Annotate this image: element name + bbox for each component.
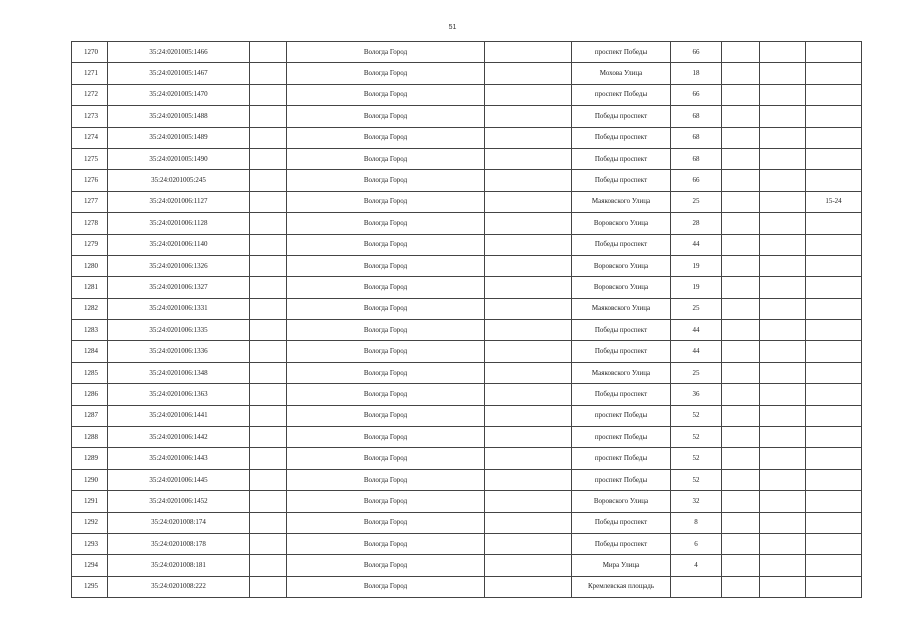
street-cell: проспект Победы [572, 405, 671, 426]
cadastral-number-cell: 35:24:0201008:178 [108, 533, 250, 554]
empty-cell [485, 341, 572, 362]
table-row [72, 448, 862, 469]
city-cell: Вологда Город [287, 106, 485, 127]
empty-cell [722, 63, 760, 84]
house-number-cell [671, 576, 722, 597]
empty-cell [722, 533, 760, 554]
cadastral-number-cell: 35:24:0201005:1488 [108, 106, 250, 127]
street-cell: Победы проспект [572, 234, 671, 255]
empty-cell [760, 555, 806, 576]
cadastral-number-cell: 35:24:0201006:1443 [108, 448, 250, 469]
empty-cell [760, 106, 806, 127]
table-row [72, 148, 862, 169]
table-row [72, 341, 862, 362]
cadastral-number-cell: 35:24:0201006:1442 [108, 427, 250, 448]
page-number: 51 [448, 24, 457, 31]
cadastral-number-cell: 35:24:0201006:1331 [108, 298, 250, 319]
house-number-cell: 44 [671, 341, 722, 362]
empty-cell [722, 277, 760, 298]
cadastral-number-cell: 35:24:0201006:1326 [108, 255, 250, 276]
apartment-range-cell [806, 469, 862, 490]
apartment-range-cell [806, 63, 862, 84]
city-cell: Вологда Город [287, 255, 485, 276]
street-cell: Маяковского Улица [572, 362, 671, 383]
empty-cell [485, 213, 572, 234]
cadastral-number-cell: 35:24:0201008:181 [108, 555, 250, 576]
cadastral-number-cell: 35:24:0201006:1363 [108, 384, 250, 405]
row-number-cell: 1292 [72, 512, 108, 533]
apartment-range-cell [806, 106, 862, 127]
street-cell: Победы проспект [572, 148, 671, 169]
city-cell: Вологда Город [287, 213, 485, 234]
empty-cell [250, 512, 287, 533]
empty-cell [722, 234, 760, 255]
city-cell: Вологда Город [287, 384, 485, 405]
street-cell: Победы проспект [572, 170, 671, 191]
city-cell: Вологда Город [287, 42, 485, 63]
empty-cell [760, 405, 806, 426]
house-number-cell: 68 [671, 127, 722, 148]
row-number-cell: 1295 [72, 576, 108, 597]
empty-cell [722, 106, 760, 127]
city-cell: Вологда Город [287, 84, 485, 105]
property-registry-table [71, 41, 862, 598]
row-number-cell: 1286 [72, 384, 108, 405]
empty-cell [760, 277, 806, 298]
house-number-cell: 8 [671, 512, 722, 533]
apartment-range-cell [806, 127, 862, 148]
row-number-cell: 1289 [72, 448, 108, 469]
empty-cell [760, 234, 806, 255]
empty-cell [760, 491, 806, 512]
house-number-cell: 36 [671, 384, 722, 405]
city-cell: Вологда Город [287, 277, 485, 298]
city-cell: Вологда Город [287, 341, 485, 362]
empty-cell [250, 213, 287, 234]
empty-cell [250, 362, 287, 383]
empty-cell [250, 427, 287, 448]
empty-cell [250, 191, 287, 212]
empty-cell [250, 84, 287, 105]
empty-cell [250, 170, 287, 191]
street-cell: Воровского Улица [572, 255, 671, 276]
cadastral-number-cell: 35:24:0201005:1489 [108, 127, 250, 148]
city-cell: Вологда Город [287, 298, 485, 319]
house-number-cell: 44 [671, 234, 722, 255]
cadastral-number-cell: 35:24:0201006:1140 [108, 234, 250, 255]
empty-cell [485, 298, 572, 319]
cadastral-number-cell: 35:24:0201006:1336 [108, 341, 250, 362]
empty-cell [722, 384, 760, 405]
table-row [72, 234, 862, 255]
house-number-cell: 52 [671, 405, 722, 426]
table-row [72, 555, 862, 576]
cadastral-number-cell: 35:24:0201005:1490 [108, 148, 250, 169]
empty-cell [722, 555, 760, 576]
house-number-cell: 25 [671, 362, 722, 383]
empty-cell [485, 576, 572, 597]
empty-cell [760, 170, 806, 191]
empty-cell [250, 491, 287, 512]
street-cell: Маяковского Улица [572, 191, 671, 212]
empty-cell [760, 84, 806, 105]
empty-cell [722, 576, 760, 597]
house-number-cell: 52 [671, 427, 722, 448]
row-number-cell: 1283 [72, 320, 108, 341]
empty-cell [760, 298, 806, 319]
empty-cell [760, 512, 806, 533]
empty-cell [722, 255, 760, 276]
apartment-range-cell [806, 341, 862, 362]
empty-cell [760, 448, 806, 469]
city-cell: Вологда Город [287, 191, 485, 212]
empty-cell [485, 255, 572, 276]
empty-cell [760, 191, 806, 212]
city-cell: Вологда Город [287, 362, 485, 383]
empty-cell [250, 42, 287, 63]
empty-cell [250, 405, 287, 426]
row-number-cell: 1288 [72, 427, 108, 448]
cadastral-number-cell: 35:24:0201005:1467 [108, 63, 250, 84]
empty-cell [485, 320, 572, 341]
empty-cell [760, 63, 806, 84]
table-body [72, 42, 862, 598]
house-number-cell: 28 [671, 213, 722, 234]
street-cell: Воровского Улица [572, 491, 671, 512]
table-row [72, 277, 862, 298]
empty-cell [250, 234, 287, 255]
apartment-range-cell: 15-24 [806, 191, 862, 212]
table-row [72, 533, 862, 554]
row-number-cell: 1291 [72, 491, 108, 512]
empty-cell [250, 63, 287, 84]
apartment-range-cell [806, 533, 862, 554]
apartment-range-cell [806, 255, 862, 276]
apartment-range-cell [806, 298, 862, 319]
row-number-cell: 1279 [72, 234, 108, 255]
table-row [72, 491, 862, 512]
table-row [72, 213, 862, 234]
apartment-range-cell [806, 42, 862, 63]
table-row [72, 405, 862, 426]
apartment-range-cell [806, 405, 862, 426]
apartment-range-cell [806, 234, 862, 255]
row-number-cell: 1280 [72, 255, 108, 276]
empty-cell [760, 42, 806, 63]
apartment-range-cell [806, 555, 862, 576]
table-row [72, 127, 862, 148]
row-number-cell: 1277 [72, 191, 108, 212]
empty-cell [250, 533, 287, 554]
apartment-range-cell [806, 491, 862, 512]
empty-cell [760, 213, 806, 234]
table-row [72, 512, 862, 533]
house-number-cell: 18 [671, 63, 722, 84]
empty-cell [722, 148, 760, 169]
cadastral-number-cell: 35:24:0201006:1348 [108, 362, 250, 383]
empty-cell [485, 106, 572, 127]
empty-cell [722, 405, 760, 426]
empty-cell [250, 576, 287, 597]
table-row [72, 384, 862, 405]
city-cell: Вологда Город [287, 512, 485, 533]
empty-cell [485, 170, 572, 191]
empty-cell [250, 320, 287, 341]
apartment-range-cell [806, 362, 862, 383]
table-row [72, 576, 862, 597]
city-cell: Вологда Город [287, 555, 485, 576]
empty-cell [485, 362, 572, 383]
row-number-cell: 1287 [72, 405, 108, 426]
cadastral-number-cell: 35:24:0201005:245 [108, 170, 250, 191]
empty-cell [485, 234, 572, 255]
empty-cell [485, 191, 572, 212]
cadastral-number-cell: 35:24:0201006:1128 [108, 213, 250, 234]
empty-cell [250, 255, 287, 276]
apartment-range-cell [806, 84, 862, 105]
cadastral-number-cell: 35:24:0201008:222 [108, 576, 250, 597]
house-number-cell: 52 [671, 448, 722, 469]
empty-cell [250, 106, 287, 127]
city-cell: Вологда Город [287, 491, 485, 512]
apartment-range-cell [806, 427, 862, 448]
empty-cell [485, 63, 572, 84]
empty-cell [760, 427, 806, 448]
empty-cell [760, 255, 806, 276]
empty-cell [250, 384, 287, 405]
apartment-range-cell [806, 576, 862, 597]
apartment-range-cell [806, 148, 862, 169]
empty-cell [760, 362, 806, 383]
house-number-cell: 66 [671, 42, 722, 63]
house-number-cell: 25 [671, 191, 722, 212]
house-number-cell: 68 [671, 148, 722, 169]
row-number-cell: 1271 [72, 63, 108, 84]
empty-cell [485, 469, 572, 490]
empty-cell [722, 512, 760, 533]
street-cell: проспект Победы [572, 84, 671, 105]
row-number-cell: 1273 [72, 106, 108, 127]
cadastral-number-cell: 35:24:0201005:1470 [108, 84, 250, 105]
city-cell: Вологда Город [287, 170, 485, 191]
apartment-range-cell [806, 320, 862, 341]
city-cell: Вологда Город [287, 469, 485, 490]
empty-cell [485, 127, 572, 148]
empty-cell [760, 469, 806, 490]
street-cell: Победы проспект [572, 341, 671, 362]
cadastral-number-cell: 35:24:0201006:1441 [108, 405, 250, 426]
empty-cell [250, 127, 287, 148]
empty-cell [760, 320, 806, 341]
empty-cell [722, 170, 760, 191]
empty-cell [485, 277, 572, 298]
row-number-cell: 1282 [72, 298, 108, 319]
table-row [72, 427, 862, 448]
empty-cell [722, 191, 760, 212]
row-number-cell: 1294 [72, 555, 108, 576]
empty-cell [250, 448, 287, 469]
row-number-cell: 1290 [72, 469, 108, 490]
house-number-cell: 66 [671, 84, 722, 105]
apartment-range-cell [806, 170, 862, 191]
street-cell: Воровского Улица [572, 213, 671, 234]
table-row [72, 42, 862, 63]
empty-cell [760, 148, 806, 169]
empty-cell [485, 384, 572, 405]
empty-cell [722, 320, 760, 341]
row-number-cell: 1284 [72, 341, 108, 362]
street-cell: Маяковского Улица [572, 298, 671, 319]
street-cell: Кремлевская площадь [572, 576, 671, 597]
city-cell: Вологда Город [287, 576, 485, 597]
street-cell: Победы проспект [572, 320, 671, 341]
cadastral-number-cell: 35:24:0201006:1452 [108, 491, 250, 512]
table-row [72, 469, 862, 490]
house-number-cell: 32 [671, 491, 722, 512]
house-number-cell: 44 [671, 320, 722, 341]
row-number-cell: 1275 [72, 148, 108, 169]
empty-cell [760, 533, 806, 554]
cadastral-number-cell: 35:24:0201006:1327 [108, 277, 250, 298]
empty-cell [485, 148, 572, 169]
city-cell: Вологда Город [287, 320, 485, 341]
table-row [72, 298, 862, 319]
empty-cell [485, 427, 572, 448]
cadastral-number-cell: 35:24:0201006:1335 [108, 320, 250, 341]
street-cell: Мира Улица [572, 555, 671, 576]
street-cell: Победы проспект [572, 384, 671, 405]
empty-cell [722, 213, 760, 234]
empty-cell [485, 448, 572, 469]
street-cell: Победы проспект [572, 512, 671, 533]
empty-cell [722, 427, 760, 448]
row-number-cell: 1272 [72, 84, 108, 105]
house-number-cell: 4 [671, 555, 722, 576]
house-number-cell: 19 [671, 277, 722, 298]
empty-cell [722, 362, 760, 383]
empty-cell [250, 148, 287, 169]
apartment-range-cell [806, 213, 862, 234]
empty-cell [722, 84, 760, 105]
row-number-cell: 1278 [72, 213, 108, 234]
empty-cell [485, 84, 572, 105]
cadastral-number-cell: 35:24:0201005:1466 [108, 42, 250, 63]
empty-cell [760, 127, 806, 148]
city-cell: Вологда Город [287, 127, 485, 148]
empty-cell [722, 491, 760, 512]
empty-cell [485, 491, 572, 512]
cadastral-number-cell: 35:24:0201006:1445 [108, 469, 250, 490]
city-cell: Вологда Город [287, 448, 485, 469]
apartment-range-cell [806, 384, 862, 405]
cadastral-number-cell: 35:24:0201008:174 [108, 512, 250, 533]
city-cell: Вологда Город [287, 148, 485, 169]
empty-cell [722, 298, 760, 319]
house-number-cell: 52 [671, 469, 722, 490]
empty-cell [250, 277, 287, 298]
table-row [72, 106, 862, 127]
empty-cell [485, 405, 572, 426]
street-cell: Победы проспект [572, 127, 671, 148]
apartment-range-cell [806, 277, 862, 298]
empty-cell [250, 555, 287, 576]
empty-cell [760, 341, 806, 362]
empty-cell [722, 341, 760, 362]
city-cell: Вологда Город [287, 427, 485, 448]
empty-cell [760, 576, 806, 597]
house-number-cell: 25 [671, 298, 722, 319]
empty-cell [760, 384, 806, 405]
street-cell: Воровского Улица [572, 277, 671, 298]
street-cell: Победы проспект [572, 106, 671, 127]
city-cell: Вологда Город [287, 234, 485, 255]
row-number-cell: 1270 [72, 42, 108, 63]
empty-cell [485, 42, 572, 63]
row-number-cell: 1276 [72, 170, 108, 191]
table-row [72, 84, 862, 105]
empty-cell [250, 298, 287, 319]
city-cell: Вологда Город [287, 405, 485, 426]
house-number-cell: 66 [671, 170, 722, 191]
empty-cell [485, 555, 572, 576]
empty-cell [485, 512, 572, 533]
table-row [72, 191, 862, 212]
row-number-cell: 1293 [72, 533, 108, 554]
empty-cell [722, 469, 760, 490]
street-cell: проспект Победы [572, 448, 671, 469]
house-number-cell: 68 [671, 106, 722, 127]
house-number-cell: 19 [671, 255, 722, 276]
empty-cell [722, 42, 760, 63]
table-row [72, 170, 862, 191]
table-row [72, 255, 862, 276]
empty-cell [722, 127, 760, 148]
empty-cell [485, 533, 572, 554]
row-number-cell: 1274 [72, 127, 108, 148]
street-cell: проспект Победы [572, 469, 671, 490]
street-cell: Мохова Улица [572, 63, 671, 84]
apartment-range-cell [806, 512, 862, 533]
city-cell: Вологда Город [287, 63, 485, 84]
street-cell: проспект Победы [572, 42, 671, 63]
street-cell: Победы проспект [572, 533, 671, 554]
empty-cell [250, 341, 287, 362]
table-row [72, 320, 862, 341]
apartment-range-cell [806, 448, 862, 469]
empty-cell [722, 448, 760, 469]
city-cell: Вологда Город [287, 533, 485, 554]
house-number-cell: 6 [671, 533, 722, 554]
empty-cell [250, 469, 287, 490]
cadastral-number-cell: 35:24:0201006:1127 [108, 191, 250, 212]
table-row [72, 63, 862, 84]
row-number-cell: 1285 [72, 362, 108, 383]
row-number-cell: 1281 [72, 277, 108, 298]
table-row [72, 362, 862, 383]
street-cell: проспект Победы [572, 427, 671, 448]
